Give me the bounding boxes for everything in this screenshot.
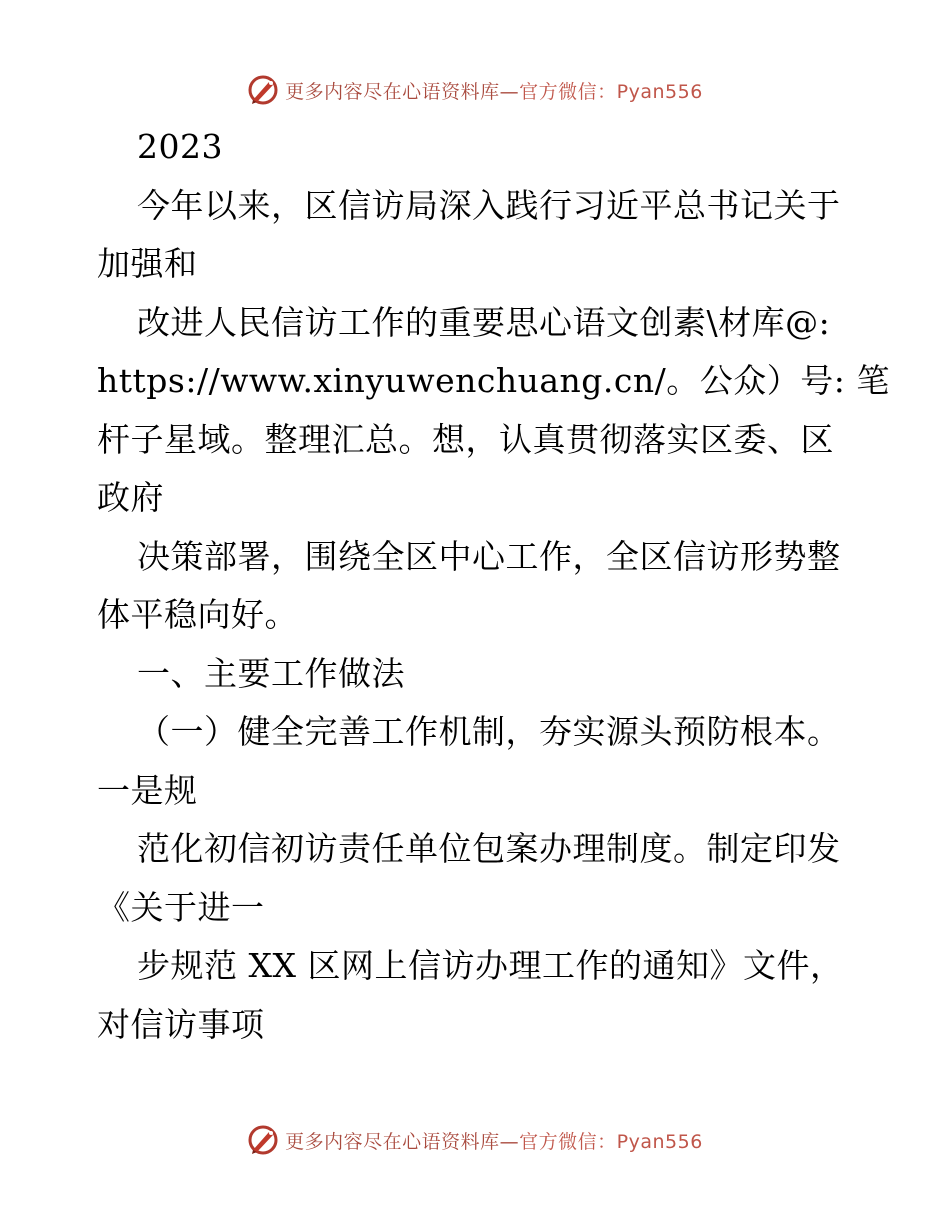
body-line-9: 体平稳向好。: [97, 595, 298, 634]
page-footer: [0, 1120, 950, 1160]
body-line-13: 范化初信初访责任单位包案办理制度。制定印发: [137, 829, 841, 868]
body-line-2: 今年以来，区信访局深入践行习近平总书记关于: [137, 185, 841, 225]
document-body: [97, 118, 890, 1054]
body-line-15: 步规范 XX 区网上信访办理工作的通知》文件，: [137, 946, 844, 985]
body-line-3: 加强和: [97, 244, 198, 283]
body-line-14: 《关于进一: [97, 887, 265, 927]
page-header: [0, 70, 950, 110]
body-line-12: 一是规: [97, 770, 198, 810]
footer-wechat-text: 官方微信：Pyan556: [519, 1130, 703, 1153]
header-banner: [247, 74, 703, 106]
subsection-heading: （一）健全完善工作机制，夯实源头预防根本。: [137, 712, 841, 751]
header-banner-text: [285, 77, 703, 104]
footer-banner-text: [285, 1127, 703, 1154]
body-line-6: 杆子星域。整理汇总。想，认真贯彻落实区委、区: [97, 419, 834, 459]
footer-banner: [247, 1124, 703, 1156]
pen-circle-logo-icon: [247, 1124, 279, 1156]
section-heading: 一、主要工作做法: [137, 653, 405, 693]
body-line-5: https://www.xinyuwenchuang.cn/。公众）号: 笔: [97, 361, 890, 400]
header-wechat-text: 官方微信：Pyan556: [519, 80, 703, 103]
body-line-1: 2023: [137, 127, 223, 166]
body-line-7: 政府: [97, 478, 164, 517]
body-line-4: 改进人民信访工作的重要思心语文创素\材库@:: [137, 302, 831, 342]
pen-circle-logo-icon: [247, 74, 279, 106]
header-library-text: 更多内容尽在心语资料库—: [285, 80, 520, 103]
body-line-8: 决策部署，围绕全区中心工作，全区信访形势整: [137, 536, 841, 576]
footer-library-text: 更多内容尽在心语资料库—: [285, 1130, 520, 1153]
body-line-16: 对信访事项: [97, 1004, 265, 1044]
